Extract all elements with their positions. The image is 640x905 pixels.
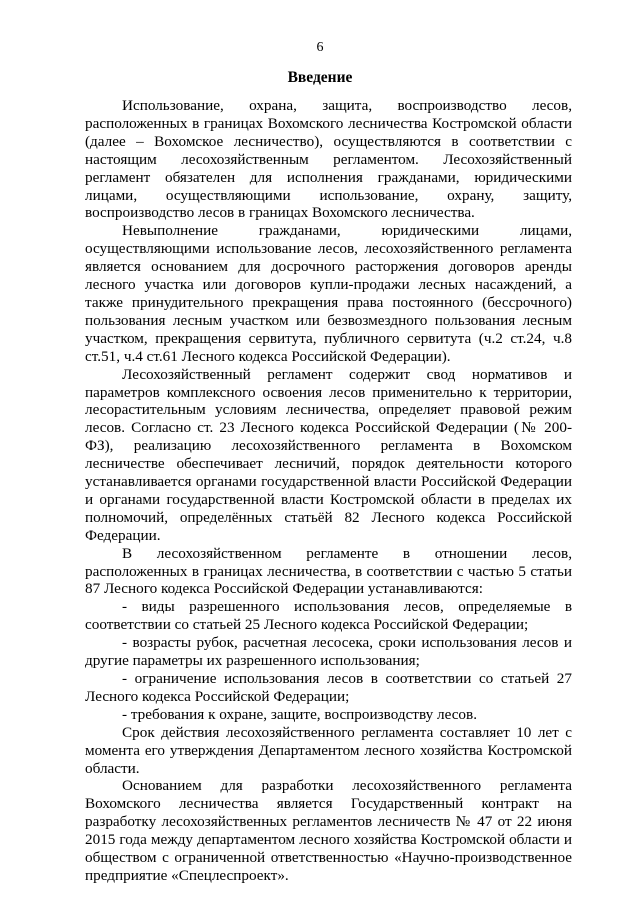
list-item: - ограничение использования лесов в соответствии со статьей 27 Лесного кодекса Российской Федерации; bbox=[85, 670, 572, 705]
section-heading: Введение bbox=[287, 69, 353, 86]
body-text bbox=[85, 97, 572, 885]
paragraph: Срок действия лесохозяйственного регламента составляет 10 лет с момента его утверждения Департаментом лесного хозяйства Костромской области. bbox=[85, 723, 572, 777]
page-number: 6 bbox=[316, 40, 324, 55]
paragraph: Основанием для разработки лесохозяйственного регламента Вохомского лесничества является Государственный контракт на разработку лесохозяйственных регламентов лесничеств № 47 от 22 июня 2015 года между департаментом лесного хозяйства Костромской области и обществом с ограниченной ответственностью «Научно-производственное предприятие «Спецлеспроект». bbox=[85, 777, 572, 884]
list-item: - возрасты рубок, расчетная лесосека, сроки использования лесов и другие параметры их разрешенного использования; bbox=[85, 634, 572, 670]
paragraph: В лесохозяйственном регламенте в отношении лесов, расположенных в границах лесничества, в соответствии с частью 5 статьи 87 Лесного кодекса Российской Федерации устанавливаются: bbox=[85, 544, 572, 598]
paragraph: Невыполнение гражданами, юридическими лицами, осуществляющими использование лесов, лесохозяйственного регламента является основанием для досрочного расторжения договоров аренды лесного участка или договоров купли-продажи лесных насаждений, а также принудительного прекращения права постоянного (бессрочного) пользования лесным участком или безвозмездного пользования лесным участком, прекращения сервитута, публичного сервитута (ч.2 ст.24, ч.8 ст.51, ч.4 ст.61 Лесного кодекса Российской Федерации). bbox=[85, 222, 572, 365]
paragraph: Лесохозяйственный регламент содержит свод нормативов и параметров комплексного освоения лесов применительно к территории, лесорастительным условиям лесничества, определяет правовой режим лесов. Согласно ст. 23 Лесного кодекса Российской Федерации (№ 200-ФЗ), реализацию лесохозяйственного регламента в Вохомском лесничестве обеспечивает лесничий, порядок деятельности которого устанавливается органами государственной власти Российской Федерации и органами государственной власти Костромской области в пределах их полномочий, определённых статьёй 82 Лесного кодекса Российской Федерации. bbox=[85, 365, 572, 544]
list-item: - требования к охране, защите, воспроизводству лесов. bbox=[122, 705, 477, 723]
paragraph: Использование, охрана, защита, воспроизводство лесов, расположенных в границах Вохомского лесничества Костромской области (далее – Вохомское лесничество), осуществляются в соответствии с настоящим лесохозяйственным регламентом. Лесохозяйственный регламент обязателен для исполнения гражданами, юридическими лицами, осуществляющими использование, охрану, защиту, воспроизводство лесов в границах Вохомского лесничества. bbox=[85, 97, 572, 222]
list-item: - виды разрешенного использования лесов, определяемые в соответствии со статьей 25 Лесного кодекса Российской Федерации; bbox=[85, 598, 572, 634]
